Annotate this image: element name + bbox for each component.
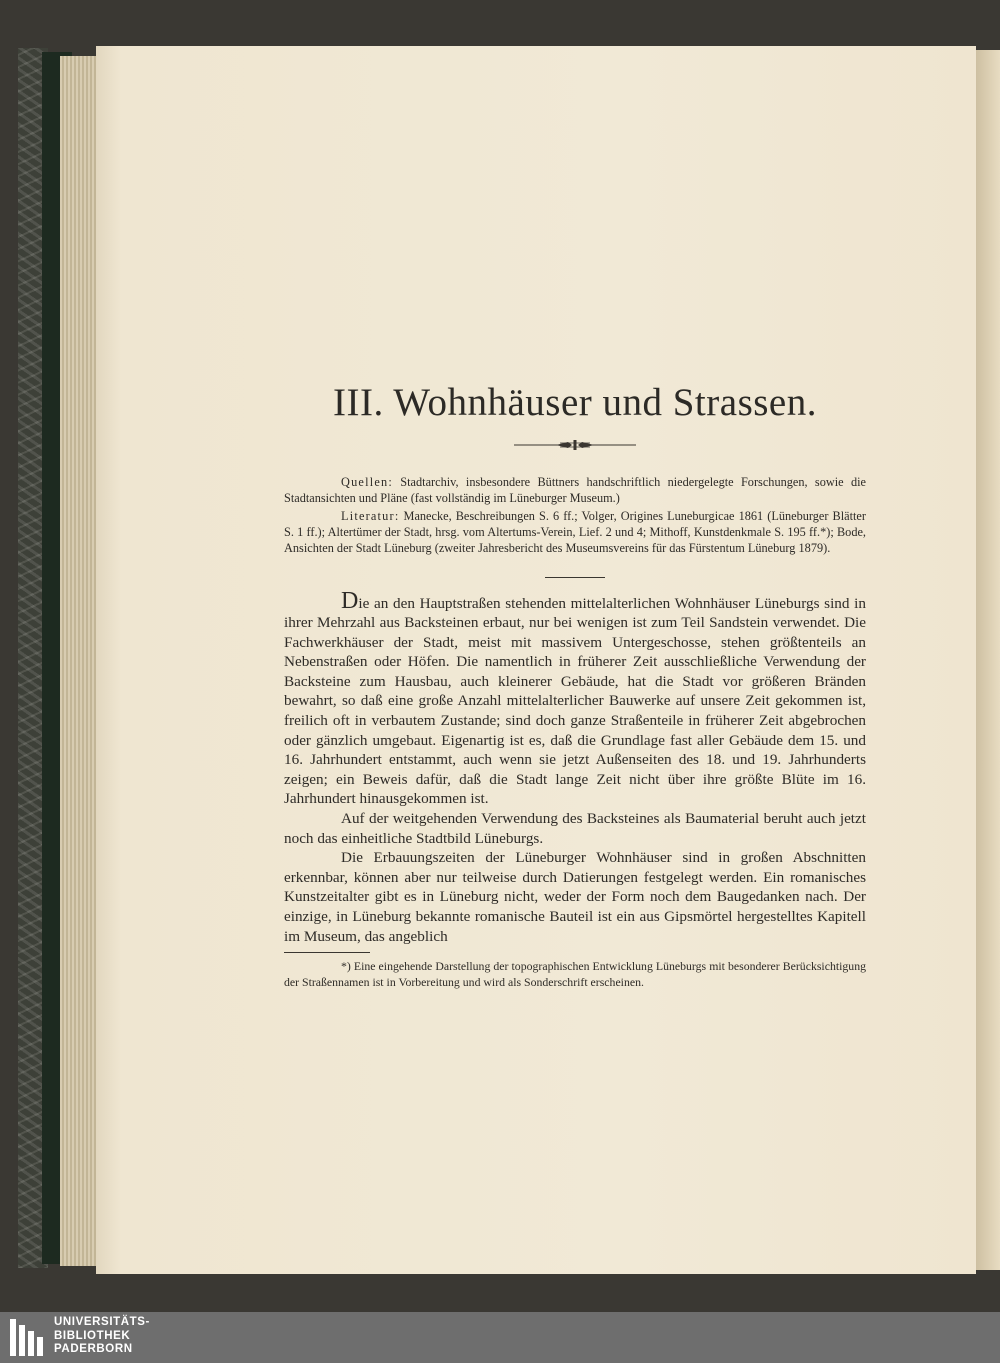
- library-line-1: UNIVERSITÄTS-: [54, 1316, 150, 1328]
- body-text: [284, 587, 866, 947]
- library-footer: [0, 1312, 1000, 1363]
- page-content: [284, 380, 866, 990]
- sources-quellen: [284, 475, 866, 506]
- sources-section: [284, 475, 866, 557]
- library-name: [54, 1316, 150, 1357]
- library-line-3: PADERBORN: [54, 1343, 133, 1355]
- body-paragraph-1: [284, 587, 866, 810]
- literatur-text: Manecke, Beschreibungen S. 6 ff.; Volger, Origines Luneburgicae 1861 (Lüneburger Blätter S. 1 ff.); Altertümer der Stadt, hrsg. vom Altertums-Verein, Lief. 2 und 4; Mithoff, Kunstdenkmale S. 195 ff.*); Bode, Ansichten der Stadt Lüneburg (zweiter Jahresbericht des Museumsvereins für das Fürstentum Lüneburg 1879).: [284, 509, 866, 555]
- facing-page-edge: [972, 50, 1000, 1270]
- title-ornament-icon: [514, 439, 636, 451]
- quellen-text: Stadtarchiv, insbesondere Büttners handschriftlich niedergelegte Forschungen, sowie die Stadtansichten und Pläne (fast vollständig im Lüneburger Museum.): [284, 475, 866, 505]
- sources-literatur: [284, 509, 866, 556]
- body-paragraph-3: Die Erbauungszeiten der Lüneburger Wohnhäuser sind in großen Abschnitten erkennbar, können aber nur teilweise durch Datierungen festgelegt werden. Ein romanisches Kunstzeitalter gibt es in Lüneburg nicht, weder der Form noch dem Baugedanken nach. Der einzige, in Lüneburg bekannte romanische Bauteil ist ein aus Gipsmörtel hergestelltes Kapitell im Museum, das angeblich: [284, 849, 866, 945]
- chapter-title: III. Wohnhäuser und Strassen.: [333, 381, 817, 424]
- footnote-rule: [284, 952, 370, 953]
- paragraph-1-text: ie an den Hauptstraßen stehenden mittelalterlichen Wohnhäuser Lüneburgs sind in ihrer Mehrzahl aus Backsteinen erbaut, nur bei wenigen ist zum Teil Sandstein verwendet. Die Fachwerkhäuser der Stadt, meist mit massivem Untergeschosse, stehen größtenteils an Nebenstraßen oder Höfen. Die namentlich in früherer Zeit ausschließliche Verwendung der Backsteine zum Hausbau, auch kleinerer Gebäude, hat die Stadt vor größeren Bränden bewahrt, so daß eine große Anzahl mittelalterlicher Bauwerke auf unsere Zeit gekommen ist, freilich oft in verbautem Zustande; sind doch ganze Straßenteile in früherer Zeit abgebrochen oder gänzlich umgebaut. Eigenartig ist es, daß die Grundlage fast aller Gebäude dem 15. und 16. Jahrhundert entstammt, auch wenn sie jetzt Außenseiten des 18. und 19. Jahrhunderts zeigen; ein Beweis dafür, daß die Stadt lange Zeit nicht über ihre größte Blüte im 16. Jahrhundert hinausgekommen ist.: [284, 594, 866, 808]
- university-library-logo-icon: [8, 1317, 46, 1358]
- literatur-label: Literatur:: [341, 509, 400, 524]
- body-paragraph-2: Auf der weitgehenden Verwendung des Backsteines als Baumaterial beruht auch jetzt noch das einheitliche Stadtbild Lüneburgs.: [284, 810, 866, 847]
- footnote: *) Eine eingehende Darstellung der topographischen Entwicklung Lüneburgs mit besonderer Berücksichtigung der Straßennamen ist in Vorbereitung und wird als Sonderschrift erscheinen.: [284, 959, 866, 989]
- section-divider: [545, 577, 605, 578]
- quellen-label: Quellen:: [341, 475, 393, 489]
- initial-letter: D: [341, 587, 359, 614]
- library-line-2: BIBLIOTHEK: [54, 1329, 131, 1342]
